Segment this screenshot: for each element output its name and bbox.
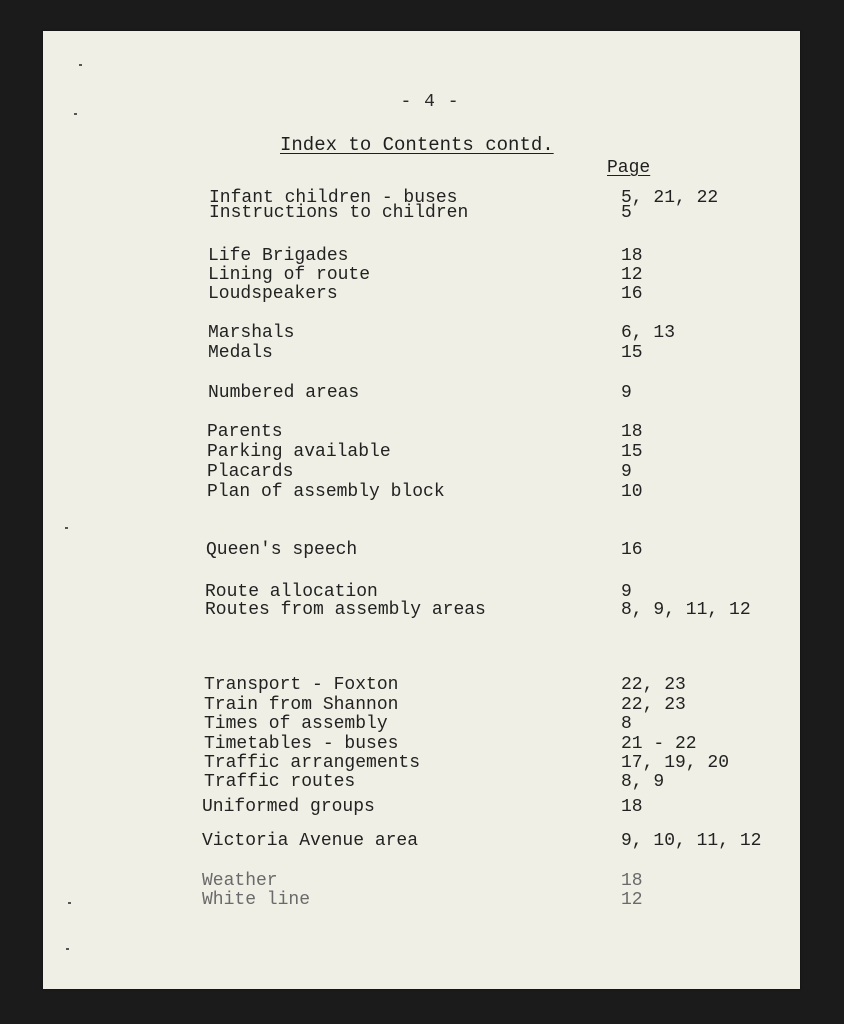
index-pages: 16	[621, 284, 643, 304]
index-pages: 10	[621, 482, 643, 502]
index-term: Victoria Avenue area	[202, 831, 419, 851]
index-pages: 6, 13	[621, 323, 676, 343]
index-term: Plan of assembly block	[207, 482, 445, 502]
paper-speck	[74, 113, 77, 115]
index-entry	[0, 674, 844, 696]
index-term: Medals	[208, 343, 273, 363]
index-pages: 16	[621, 540, 643, 560]
index-pages: 9	[621, 582, 632, 602]
index-term: Routes from assembly areas	[205, 600, 486, 620]
index-term: Life Brigades	[208, 246, 349, 266]
index-entry	[0, 796, 844, 818]
index-term: Times of assembly	[204, 714, 388, 734]
index-term: Lining of route	[208, 265, 371, 285]
index-pages: 5, 21, 22	[621, 188, 719, 208]
index-pages: 18	[621, 871, 643, 891]
index-term: Traffic routes	[204, 772, 356, 792]
index-pages: 12	[621, 265, 643, 285]
paper-speck	[68, 902, 71, 904]
index-pages: 22, 23	[621, 675, 686, 695]
index-pages: 18	[621, 422, 643, 442]
index-pages: 17, 19, 20	[621, 753, 730, 773]
index-term: Route allocation	[205, 582, 378, 602]
index-entry	[0, 481, 844, 503]
index-entry	[0, 771, 844, 793]
index-entry	[0, 461, 844, 483]
index-pages: 21 - 22	[621, 734, 697, 754]
index-term: Traffic arrangements	[204, 753, 421, 773]
index-term: Instructions to children	[209, 203, 469, 223]
index-pages: 9	[621, 462, 632, 482]
page-column-label: Page	[607, 158, 651, 178]
index-entry	[0, 322, 844, 344]
index-entry	[0, 202, 844, 224]
index-pages: 8	[621, 714, 632, 734]
index-entry	[0, 283, 844, 305]
index-pages: 8, 9	[621, 772, 665, 792]
index-term: Transport - Foxton	[204, 675, 399, 695]
index-term: Parking available	[207, 442, 391, 462]
index-term: Numbered areas	[208, 383, 360, 403]
index-term: Uniformed groups	[202, 797, 375, 817]
index-pages: 18	[621, 246, 643, 266]
index-pages: 5	[621, 203, 632, 223]
paper-speck	[65, 527, 68, 529]
index-term: Infant children - buses	[209, 188, 458, 208]
index-pages: 9, 10, 11, 12	[621, 831, 762, 851]
paper-speck	[66, 948, 69, 950]
page-number: - 4 -	[400, 92, 460, 112]
index-entry	[0, 539, 844, 561]
index-entry	[0, 421, 844, 443]
index-pages: 12	[621, 890, 643, 910]
index-term: Parents	[207, 422, 283, 442]
page-title: Index to Contents contd.	[280, 134, 554, 156]
index-entry	[0, 713, 844, 735]
index-term: Queen's speech	[206, 540, 358, 560]
index-entry	[0, 342, 844, 364]
index-pages: 22, 23	[621, 695, 686, 715]
index-pages: 9	[621, 383, 632, 403]
index-term: Train from Shannon	[204, 695, 399, 715]
index-term: Marshals	[208, 323, 295, 343]
index-term: Timetables - buses	[204, 734, 399, 754]
index-term: Placards	[207, 462, 294, 482]
index-entry	[0, 382, 844, 404]
index-entry	[0, 599, 844, 621]
index-pages: 18	[621, 797, 643, 817]
index-term: Loudspeakers	[208, 284, 338, 304]
index-term: Weather	[202, 871, 278, 891]
index-term: White line	[202, 890, 311, 910]
index-pages: 15	[621, 442, 643, 462]
index-pages: 8, 9, 11, 12	[621, 600, 751, 620]
index-entry	[0, 441, 844, 463]
index-entry	[0, 889, 844, 911]
paper-speck	[79, 64, 82, 66]
index-pages: 15	[621, 343, 643, 363]
index-entry	[0, 830, 844, 852]
